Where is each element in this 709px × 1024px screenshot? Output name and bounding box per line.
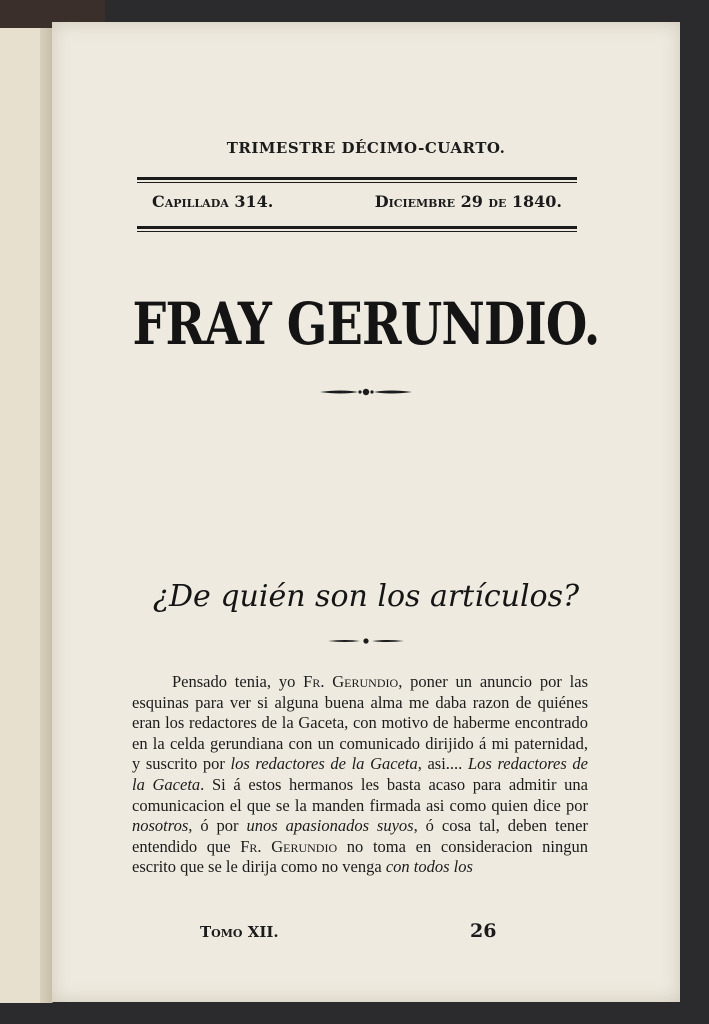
body-segment: no toma en consideracion ningun escrito que se le dirija como no venga: [132, 836, 589, 877]
trimestre-heading: TRIMESTRE DÉCIMO-CUARTO.: [226, 139, 506, 157]
signature-mark: 26: [470, 920, 497, 942]
top-rule-thin: [137, 182, 577, 183]
ornament-divider-small-icon: [52, 630, 680, 649]
article-paragraph: [132, 672, 588, 878]
article-title: ¿De quién son los artículos?: [152, 579, 580, 614]
body-segment: Fr. Gerundio: [303, 672, 399, 691]
issue-number: Capillada 314.: [152, 192, 274, 211]
body-segment: los redactores de la Gaceta: [230, 754, 418, 774]
body-segment: con todos los: [385, 857, 473, 877]
document-page: [52, 22, 680, 1002]
body-segment: . Si á estos hermanos les basta acaso para admitir una comunicacion el que se la manden firmada asi como quien dice por: [132, 774, 588, 815]
bottom-rule-thin: [137, 231, 577, 232]
body-segment: nosotros: [132, 816, 189, 836]
body-segment: , ó cosa tal, deben tener entendido que: [132, 816, 589, 856]
top-rule-thick: [137, 177, 577, 180]
bottom-rule-thick: [137, 226, 577, 229]
body-segment: , asi....: [417, 754, 468, 774]
body-segment: Pensado tenia, yo: [172, 672, 304, 691]
ornament-divider-icon: [52, 382, 680, 401]
masthead-title: FRAY GERUNDIO.: [132, 290, 600, 358]
article-body: [132, 672, 588, 878]
body-segment: unos apasionados suyos: [246, 816, 414, 836]
body-segment: , ó por: [188, 816, 247, 836]
page-gutter: [40, 28, 52, 1003]
body-segment: Los redactores de la Gaceta: [132, 754, 588, 794]
issue-date: Diciembre 29 de 1840.: [374, 192, 562, 211]
body-segment: Fr. Gerundio: [240, 836, 338, 856]
body-segment: , poner un anuncio por las esquinas para ver si alguna buena alma me daba razon de quiénes eran los redactores de la Gaceta, con motivo de haberme encontrado en la celda gerundiana con un comunicado dirijido á mi paternidad, y suscrito por: [132, 672, 589, 774]
volume-label: Tomo XII.: [200, 923, 279, 941]
